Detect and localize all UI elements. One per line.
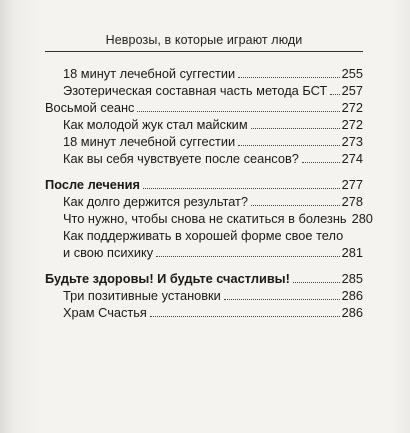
toc-entry-page: 272	[341, 117, 363, 132]
dot-leader	[224, 299, 340, 300]
toc-section-page: 285	[341, 271, 363, 286]
toc-entry-title: Храм Счастья	[63, 305, 147, 320]
toc-entry-page: 286	[341, 305, 363, 320]
toc-entry-title: 18 минут лечебной суггестии	[63, 134, 236, 149]
toc-entry-title: Три позитивные установки	[63, 288, 221, 303]
toc-entry	[45, 81, 363, 98]
toc-entry-page: 272	[341, 100, 363, 115]
dot-leader	[238, 145, 339, 146]
toc-entry	[45, 132, 363, 149]
toc-entry-page: 278	[341, 194, 363, 209]
toc-section	[45, 269, 363, 286]
toc-entry	[45, 98, 363, 115]
toc-section-page: 277	[341, 177, 363, 192]
toc-entry-title: Что нужно, чтобы снова не скатиться в болезнь	[63, 211, 347, 226]
toc-entry-title: и свою психику	[63, 245, 154, 260]
dot-leader	[156, 256, 339, 257]
toc-entry-title: Восьмой сеанс	[45, 100, 135, 115]
toc-entry-page: 280	[351, 211, 373, 226]
toc-entry-title: 18 минут лечебной суггестии	[63, 66, 236, 81]
toc-entry-page: 274	[341, 151, 363, 166]
toc-entry	[45, 303, 363, 320]
toc-entry-continuation	[45, 243, 363, 260]
running-header: Неврозы, в которые играют люди	[105, 33, 303, 47]
toc-entry	[45, 64, 363, 81]
toc-entry	[45, 209, 373, 226]
toc-entry-title: Эзотерическая составная часть метода БСТ	[63, 83, 328, 98]
toc-entry	[45, 149, 363, 166]
toc-entry	[45, 192, 363, 209]
dot-leader	[293, 282, 340, 283]
dot-leader	[251, 128, 340, 129]
toc-entry-title: Как молодой жук стал майским	[63, 117, 248, 132]
toc-entry-page: 273	[341, 134, 363, 149]
dot-leader	[302, 162, 340, 163]
toc-entry-title: Как долго держится результат?	[63, 194, 249, 209]
toc-section	[45, 175, 363, 192]
dot-leader	[150, 316, 340, 317]
toc-entry-page: 255	[341, 66, 363, 81]
dot-leader	[251, 205, 340, 206]
toc-entry	[45, 115, 363, 132]
toc-entry-page: 281	[341, 245, 363, 260]
dot-leader	[238, 77, 339, 78]
dot-leader	[137, 111, 339, 112]
toc-entry-page: 257	[341, 83, 363, 98]
toc-entry-title: Как поддерживать в хорошей форме свое тело	[63, 228, 344, 243]
toc-entry	[45, 286, 363, 303]
dot-leader	[330, 94, 339, 95]
dot-leader	[143, 188, 340, 189]
header-rule	[45, 51, 363, 52]
toc-section-title: Будьте здоровы! И будьте счастливы!	[45, 271, 290, 286]
toc-entry-title: Как вы себя чувствуете после сеансов?	[63, 151, 299, 166]
toc-entry	[45, 226, 363, 243]
toc-entry-page: 286	[341, 288, 363, 303]
toc-section-title: После лечения	[45, 177, 140, 192]
